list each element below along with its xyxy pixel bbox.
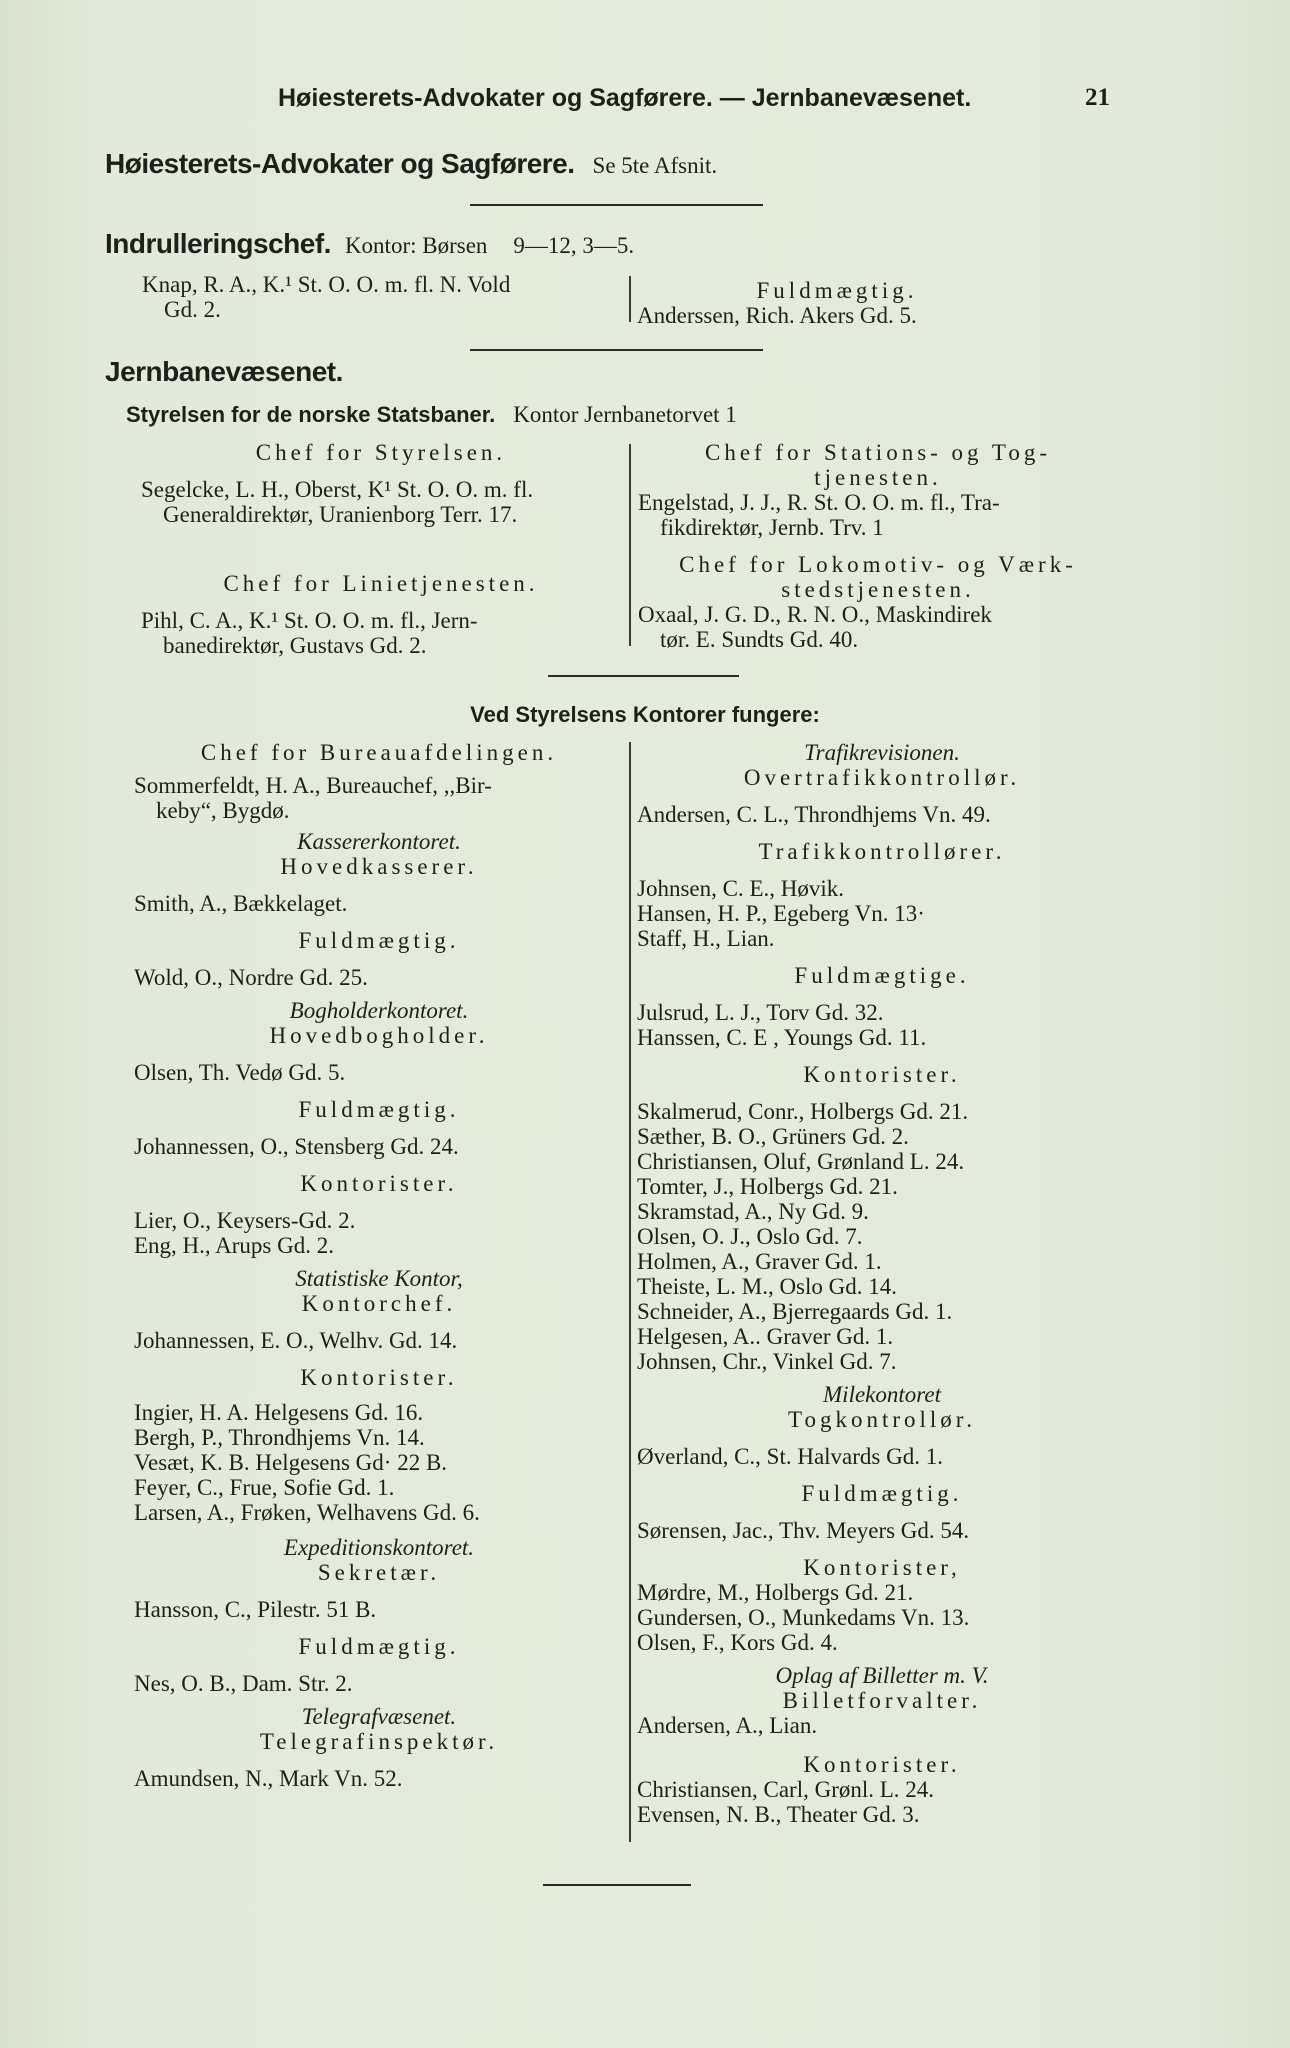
heading-oplag-billetter: Oplag af Billetter m. V. (775, 1663, 989, 1688)
indrullering-right (637, 278, 1037, 328)
running-title: Høiesterets-Advokater og Sagførere. — Jernbanevæsenet. (278, 84, 972, 112)
entry-christiansen-carl: Christiansen, Carl, Grønl. L. 24. (637, 1777, 935, 1802)
entry-andersen-cl: Andersen, C. L., Throndhjems Vn. 49. (637, 802, 991, 827)
entry-saether: Sæther, B. O., Grüners Gd. 2. (637, 1124, 909, 1149)
entry-schneider: Schneider, A., Bjerregaards Gd. 1. (637, 1299, 953, 1324)
column-divider (629, 276, 631, 322)
heading-overtrafikkontrollor: Overtrafikkontrollør. (743, 765, 1021, 790)
heading-hovedbogholder: Hovedbogholder. (269, 1023, 489, 1048)
section-title-indrullering: Indrulleringschef. (105, 228, 331, 259)
entry-hansen-hp: Hansen, H. P., Egeberg Vn. 13· (637, 901, 925, 926)
entry-overland: Øverland, C., St. Halvards Gd. 1. (637, 1444, 943, 1469)
section-jernbane (105, 356, 343, 388)
subsection-office: Kontor Jernbanetorvet 1 (513, 402, 737, 427)
entry-skramstad: Skramstad, A., Ny Gd. 9. (637, 1199, 869, 1224)
column-divider (629, 444, 631, 646)
kontorer-right-column (637, 740, 1127, 1827)
subsection-title-styrelsen: Styrelsen for de norske Statsbaner. (126, 402, 496, 427)
heading-chef-stations-cont: tjenesten. (814, 465, 942, 490)
office-label: Kontor: Børsen (344, 233, 488, 258)
section-note-advokater: Se 5te Afsnit. (592, 153, 718, 178)
entry-oxaal: Oxaal, J. G. D., R. N. O., Maskindirek (638, 602, 992, 627)
entry-andersen-a: Andersen, A., Lian. (637, 1713, 818, 1738)
entry-staff: Staff, H., Lian. (637, 926, 775, 951)
divider (548, 675, 739, 677)
entry-engelstad: Engelstad, J. J., R. St. O. O. m. fl., Tra- (638, 490, 1000, 515)
entry-theiste: Theiste, L. M., Oslo Gd. 14. (637, 1274, 898, 1299)
heading-fuldmaegtig: Fuldmægtig. (298, 928, 460, 953)
entry-johnsen-chr: Johnsen, Chr., Vinkel Gd. 7. (637, 1349, 897, 1374)
heading-trafikkontrollorer: Trafikkontrollører. (758, 839, 1006, 864)
entry-engelstad-cont: fikdirektør, Jernb. Trv. 1 (660, 515, 884, 540)
heading-kontorister: Kontorister. (300, 1365, 458, 1390)
entry-knap-cont: Gd. 2. (164, 297, 221, 322)
entry-pihl-cont: banedirektør, Gustavs Gd. 2. (163, 633, 427, 658)
heading-kontorister: Kontorister. (803, 1062, 961, 1087)
entry-sommerfeldt-cont: keby“, Bygdø. (156, 798, 290, 823)
heading-chef-lokomotiv-cont: stedstjenesten. (781, 577, 975, 602)
heading-trafikrevisionen: Trafikrevisionen. (804, 740, 960, 765)
entry-hansson: Hansson, C., Pilestr. 51 B. (134, 1597, 377, 1622)
heading-hovedkasserer: Hovedkasserer. (280, 854, 478, 879)
heading-fuldmaegtig: Fuldmægtig. (801, 1481, 963, 1506)
subsection-title-kontorer: Ved Styrelsens Kontorer fungere: (470, 702, 820, 727)
styrelsen-line (126, 402, 737, 428)
heading-fuldmaegtig: Fuldmægtig. (298, 1634, 460, 1659)
heading-chef-linietjenesten: Chef for Linietjenesten. (223, 571, 539, 596)
entry-gundersen: Gundersen, O., Munkedams Vn. 13. (637, 1605, 970, 1630)
styrelsen-right (638, 440, 1118, 652)
entry-johnsen-ce: Johnsen, C. E., Høvik. (637, 876, 844, 901)
heading-kontorister: Kontorister, (803, 1555, 961, 1580)
entry-skalmerud: Skalmerud, Conr., Holbergs Gd. 21. (637, 1099, 969, 1124)
entry-ingier: Ingier, H. A. Helgesens Gd. 16. (134, 1400, 424, 1425)
styrelsen-left (141, 440, 621, 658)
entry-johannessen-o: Johannessen, O., Stensberg Gd. 24. (134, 1134, 459, 1159)
heading-chef-styrelsen: Chef for Styrelsen. (255, 440, 507, 465)
entry-sommerfeldt: Sommerfeldt, H. A., Bureauchef, ,,Bir- (134, 773, 492, 798)
entry-nes: Nes, O. B., Dam. Str. 2. (134, 1671, 353, 1696)
entry-christiansen-oluf: Christiansen, Oluf, Grønland L. 24. (637, 1149, 965, 1174)
kontorer-left-column (134, 740, 624, 1791)
heading-bureau: Chef for Bureauafdelingen. (200, 740, 558, 765)
entry-helgesen: Helgesen, A.. Graver Gd. 1. (637, 1324, 894, 1349)
entry-pihl: Pihl, C. A., K.¹ St. O. O. m. fl., Jern- (141, 608, 478, 633)
heading-expeditionskontoret: Expeditionskontoret. (283, 1535, 475, 1560)
entry-holmen: Holmen, A., Graver Gd. 1. (637, 1249, 882, 1274)
entry-wold: Wold, O., Nordre Gd. 25. (134, 965, 368, 990)
entry-sorensen: Sørensen, Jac., Thv. Meyers Gd. 54. (637, 1518, 970, 1543)
entry-olsen-th: Olsen, Th. Vedø Gd. 5. (134, 1060, 346, 1085)
heading-kontorchef: Kontorchef. (301, 1291, 457, 1316)
entry-bergh: Bergh, P., Throndhjems Vn. 14. (134, 1425, 425, 1450)
entry-hanssen-ce: Hanssen, C. E , Youngs Gd. 11. (637, 1025, 927, 1050)
page-number: 21 (1085, 84, 1110, 111)
section-advokater (105, 148, 717, 180)
entry-evensen: Evensen, N. B., Theater Gd. 3. (637, 1802, 920, 1827)
entry-olsen-f: Olsen, F., Kors Gd. 4. (637, 1630, 838, 1655)
divider (543, 1884, 691, 1886)
heading-statistiske: Statistiske Kontor, (295, 1266, 463, 1291)
entry-oxaal-cont: tør. E. Sundts Gd. 40. (660, 627, 859, 652)
kontorer-heading-row (0, 702, 1290, 728)
indrullering-left (142, 272, 510, 322)
entry-anderssen: Anderssen, Rich. Akers Gd. 5. (637, 303, 917, 328)
office-hours: 9—12, 3—5. (513, 233, 635, 258)
entry-julsrud: Julsrud, L. J., Torv Gd. 32. (637, 1000, 884, 1025)
entry-tomter: Tomter, J., Holbergs Gd. 21. (637, 1174, 898, 1199)
heading-bogholderkontoret: Bogholderkontoret. (289, 998, 469, 1023)
heading-telegrafinspektor: Telegrafinspektør. (259, 1729, 499, 1754)
entry-amundsen: Amundsen, N., Mark Vn. 52. (134, 1766, 403, 1791)
heading-kassererkontoret: Kassererkontoret. (297, 829, 461, 854)
entry-feyer: Feyer, C., Frue, Sofie Gd. 1. (134, 1475, 395, 1500)
entry-smith: Smith, A., Bækkelaget. (134, 891, 348, 916)
entry-johannessen-e: Johannessen, E. O., Welhv. Gd. 14. (134, 1328, 458, 1353)
heading-telegrafvaesenet: Telegrafvæsenet. (301, 1704, 457, 1729)
heading-sekretaer: Sekretær. (317, 1560, 441, 1585)
heading-chef-stations: Chef for Stations- og Tog- (705, 440, 1051, 465)
heading-togkontrollor: Togkontrollør. (788, 1407, 976, 1432)
heading-kontorister: Kontorister. (300, 1171, 458, 1196)
heading-billetforvalter: Billetforvalter. (782, 1688, 982, 1713)
section-title-advokater: Høiesterets-Advokater og Sagførere. (105, 148, 575, 179)
heading-fuldmaegtig: Fuldmægtig. (756, 278, 918, 303)
column-divider (629, 742, 631, 1842)
entry-mordre: Mørdre, M., Holbergs Gd. 21. (637, 1580, 914, 1605)
divider (470, 204, 763, 206)
heading-kontorister: Kontorister. (803, 1752, 961, 1777)
section-title-jernbane: Jernbanevæsenet. (105, 356, 343, 387)
heading-fuldmaegtig: Fuldmægtig. (298, 1097, 460, 1122)
entry-eng: Eng, H., Arups Gd. 2. (134, 1233, 334, 1258)
entry-segelcke: Segelcke, L. H., Oberst, K¹ St. O. O. m. fl. (141, 477, 534, 502)
entry-knap: Knap, R. A., K.¹ St. O. O. m. fl. N. Vold (142, 272, 511, 297)
entry-vesaet: Vesæt, K. B. Helgesens Gd· 22 B. (134, 1450, 448, 1475)
entry-olsen-oj: Olsen, O. J., Oslo Gd. 7. (637, 1224, 863, 1249)
entry-lier: Lier, O., Keysers-Gd. 2. (134, 1208, 356, 1233)
entry-segelcke-cont: Generaldirektør, Uranienborg Terr. 17. (163, 502, 518, 527)
heading-fuldmaegtige: Fuldmægtige. (794, 963, 970, 988)
entry-larsen: Larsen, A., Frøken, Welhavens Gd. 6. (134, 1500, 480, 1525)
section-indrullering (105, 228, 634, 260)
heading-chef-lokomotiv: Chef for Lokomotiv- og Værk- (679, 552, 1077, 577)
heading-milekontoret: Milekontoret (823, 1382, 941, 1407)
divider (470, 349, 763, 351)
